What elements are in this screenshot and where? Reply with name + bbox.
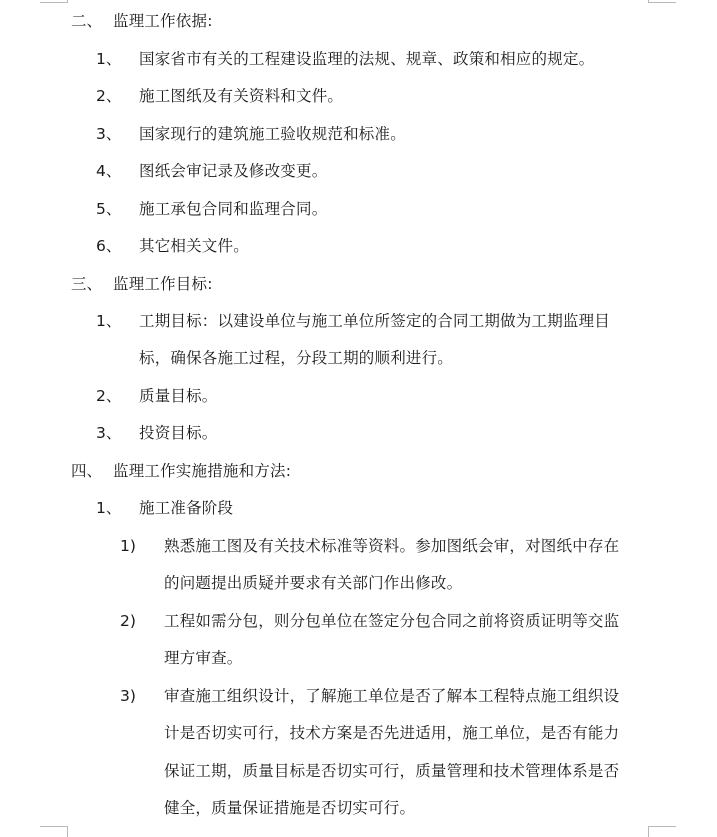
- list-item-text: 国家现行的建筑施工验收规范和标准。: [139, 125, 406, 143]
- crop-mark: [67, 0, 68, 3]
- crop-mark: [40, 826, 68, 827]
- section-number: 三、: [71, 275, 103, 293]
- sub-item-text: 健全，质量保证措施是否切实可行。: [164, 799, 416, 817]
- crop-mark: [648, 826, 649, 837]
- list-item-number: 5、: [96, 200, 122, 218]
- list-item-number: 2、: [96, 387, 122, 405]
- sub-item-text: 的问题提出质疑并要求有关部门作出修改。: [164, 574, 463, 592]
- list-item-text: 质量目标。: [139, 387, 218, 405]
- list-item-number: 6、: [96, 237, 122, 255]
- list-item-text: 其它相关文件。: [139, 237, 249, 255]
- crop-mark: [40, 2, 68, 3]
- sub-item-text: 工程如需分包，则分包单位在签定分包合同之前将资质证明等交监: [164, 612, 620, 630]
- list-item-text: 施工准备阶段: [139, 499, 234, 517]
- list-item-text: 标，确保各施工过程，分段工期的顺利进行。: [139, 349, 454, 367]
- list-item-text: 国家省市有关的工程建设监理的法规、规章、政策和相应的规定。: [139, 50, 595, 68]
- list-item-text: 施工图纸及有关资料和文件。: [139, 87, 344, 105]
- crop-mark: [648, 2, 676, 3]
- crop-mark: [648, 826, 676, 827]
- sub-item-text: 熟悉施工图及有关技术标准等资料。参加图纸会审，对图纸中存在: [164, 537, 620, 555]
- list-item-text: 施工承包合同和监理合同。: [139, 200, 328, 218]
- section-heading: 监理工作目标:: [113, 275, 213, 293]
- section-heading: 监理工作实施措施和方法:: [113, 462, 292, 480]
- sub-item-number: 1): [120, 537, 136, 555]
- section-number: 二、: [71, 12, 103, 30]
- section-heading: 监理工作依据:: [113, 12, 213, 30]
- list-item-number: 1、: [96, 499, 122, 517]
- crop-mark: [648, 0, 649, 3]
- list-item-text: 工期目标：以建设单位与施工单位所签定的合同工期做为工期监理目: [139, 312, 611, 330]
- sub-item-text: 理方审查。: [164, 649, 243, 667]
- crop-mark: [67, 826, 68, 837]
- list-item-number: 4、: [96, 162, 122, 180]
- list-item-number: 1、: [96, 312, 122, 330]
- sub-item-number: 3): [120, 687, 136, 705]
- sub-item-text: 计是否切实可行，技术方案是否先进适用，施工单位，是否有能力: [164, 724, 620, 742]
- list-item-text: 投资目标。: [139, 424, 218, 442]
- sub-item-text: 审查施工组织设计，了解施工单位是否了解本工程特点施工组织设: [164, 687, 620, 705]
- sub-item-text: 保证工期，质量目标是否切实可行，质量管理和技术管理体系是否: [164, 762, 620, 780]
- list-item-number: 3、: [96, 424, 122, 442]
- list-item-number: 2、: [96, 87, 122, 105]
- list-item-number: 1、: [96, 50, 122, 68]
- section-number: 四、: [71, 462, 103, 480]
- list-item-text: 图纸会审记录及修改变更。: [139, 162, 328, 180]
- list-item-number: 3、: [96, 125, 122, 143]
- sub-item-number: 2): [120, 612, 136, 630]
